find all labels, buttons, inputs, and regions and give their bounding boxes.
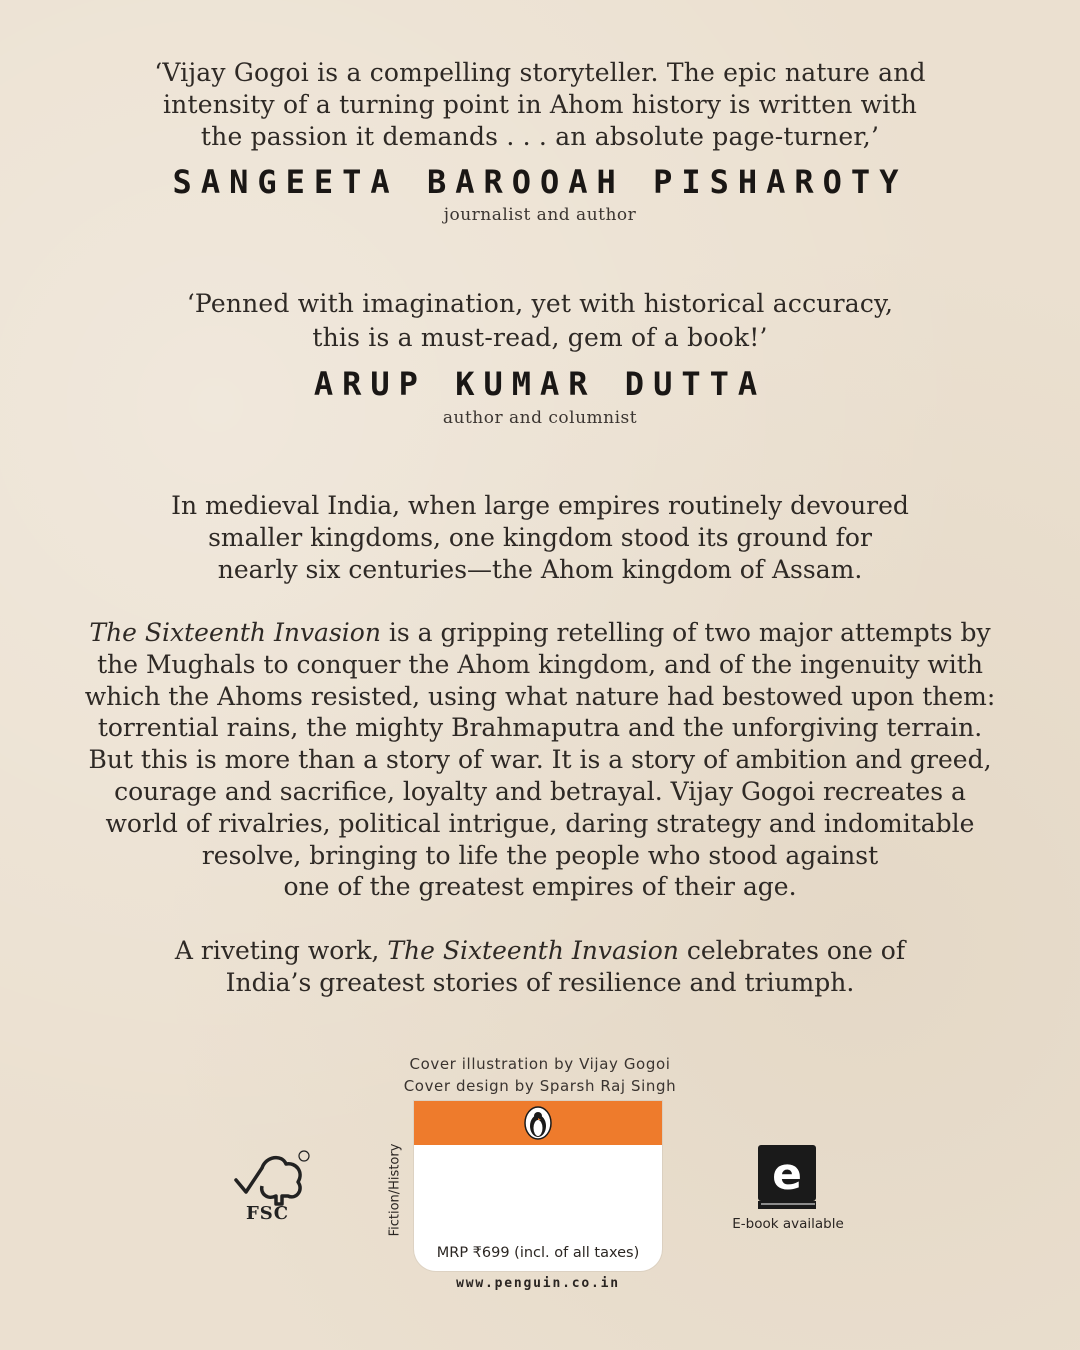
blurb-line: courage and sacrifice, loyalty and betrayal. Vijay Gogoi recreates a bbox=[114, 776, 966, 806]
penguin-band bbox=[414, 1101, 662, 1145]
design-credit: Cover design by Sparsh Raj Singh bbox=[403, 1077, 677, 1095]
testimonial-2-role: author and columnist bbox=[442, 408, 638, 428]
penguin-logo-icon bbox=[523, 1106, 553, 1140]
svg-text:e: e bbox=[772, 1149, 802, 1200]
genre-text: Fiction/History bbox=[387, 1143, 403, 1237]
blurb-line: But this is more than a story of war. It is a story of ambition and greed, bbox=[88, 745, 992, 775]
testimonial-2-name: ARUP KUMAR DUTTA bbox=[313, 365, 767, 403]
blurb-line bbox=[0, 617, 1080, 649]
testimonial-1-quote bbox=[0, 57, 1080, 153]
blurb-line: which the Ahoms resisted, using what nature had bestowed upon them: bbox=[84, 681, 996, 711]
quote-line: ‘Vijay Gogoi is a compelling storyteller. The epic nature and bbox=[154, 58, 926, 87]
blurb-line: In medieval India, when large empires routinely devoured bbox=[171, 491, 909, 520]
book-title: The Sixteenth Invasion bbox=[89, 618, 381, 647]
blurb-line bbox=[0, 935, 1080, 967]
blurb-line: world of rivalries, political intrigue, daring strategy and indomitable bbox=[105, 808, 975, 838]
blurb-line: smaller kingdoms, one kingdom stood its ground for bbox=[208, 522, 872, 552]
quote-line: intensity of a turning point in Ahom history is written with bbox=[162, 90, 918, 119]
blurb-line: torrential rains, the mighty Brahmaputra and the unforgiving terrain. bbox=[97, 713, 983, 743]
blurb-line-rest: is a gripping retelling of two major attempts by bbox=[380, 618, 991, 647]
ebook-label: E-book available bbox=[732, 1216, 844, 1232]
blurb-line: nearly six centuries—the Ahom kingdom of Assam. bbox=[217, 554, 863, 584]
ebook-e-icon bbox=[755, 1143, 819, 1211]
fsc-label: FSC bbox=[246, 1203, 290, 1224]
genre-label bbox=[381, 1145, 409, 1235]
illustration-credit: Cover illustration by Vijay Gogoi bbox=[409, 1055, 671, 1073]
price-barcode-box bbox=[414, 1101, 662, 1271]
publisher-website: www.penguin.co.in bbox=[456, 1276, 620, 1291]
testimonial-1-name: SANGEETA BAROOAH PISHAROTY bbox=[172, 163, 908, 201]
cover-credits bbox=[0, 1053, 1080, 1097]
blurb-suffix: celebrates one of bbox=[678, 936, 906, 965]
blurb-line: India’s greatest stories of resilience and triumph. bbox=[225, 967, 855, 997]
blurb-line: one of the greatest empires of their age. bbox=[283, 872, 797, 902]
blurb-paragraph-2 bbox=[0, 617, 1080, 903]
blurb-paragraph-3 bbox=[0, 935, 1080, 999]
quote-line: this is a must-read, gem of a book!’ bbox=[312, 323, 768, 352]
mrp-label: MRP ₹699 (incl. of all taxes) bbox=[436, 1245, 640, 1261]
blurb-line: resolve, bringing to life the people who stood against bbox=[201, 840, 879, 870]
blurb-prefix: A riveting work, bbox=[174, 936, 388, 965]
testimonial-2-quote bbox=[0, 288, 1080, 354]
blurb-paragraph-1 bbox=[0, 490, 1080, 585]
blurb-line: the Mughals to conquer the Ahom kingdom, and of the ingenuity with bbox=[97, 649, 983, 679]
quote-line: ‘Penned with imagination, yet with historical accuracy, bbox=[186, 289, 894, 318]
quote-line: the passion it demands . . . an absolute page-turner,’ bbox=[200, 122, 880, 151]
book-title: The Sixteenth Invasion bbox=[387, 936, 679, 965]
testimonial-1-role: journalist and author bbox=[443, 205, 637, 225]
